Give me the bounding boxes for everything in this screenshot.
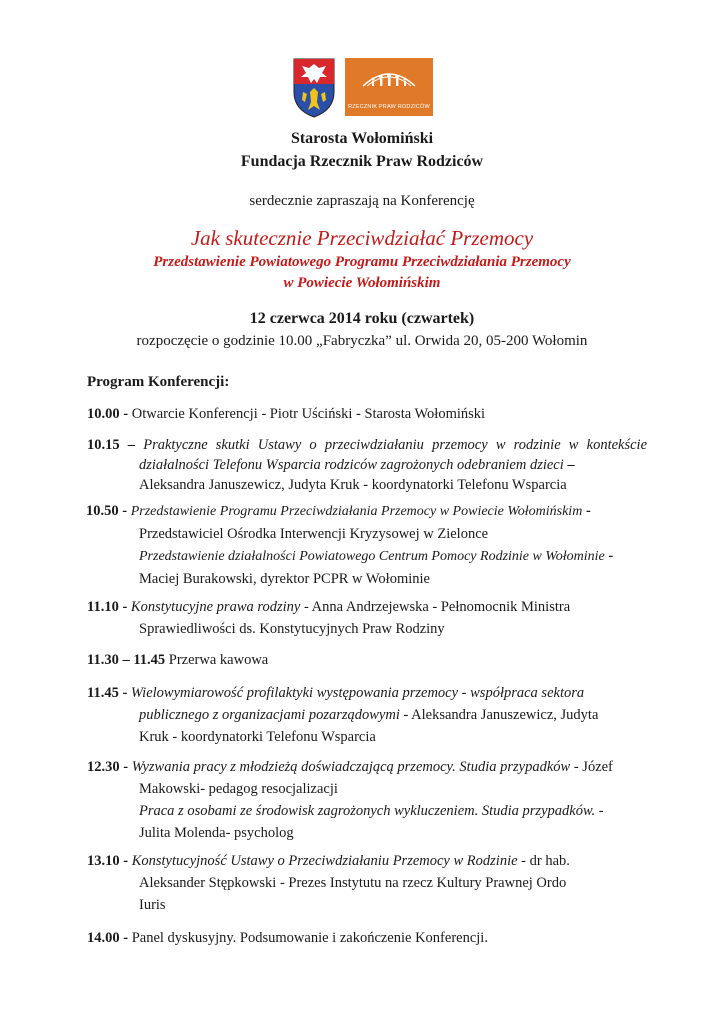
item-time: 10.00 - bbox=[87, 406, 129, 422]
conference-venue: rozpoczęcie o godzinie 10.00 „Fabryczka” ul. Orwida 20, 05-200 Wołomin bbox=[136, 333, 588, 349]
item-dash: – bbox=[567, 457, 575, 473]
item-speaker: Iuris bbox=[139, 897, 166, 913]
item-speaker: Maciej Burakowski, dyrektor PCPR w Wołominie bbox=[139, 571, 430, 587]
program-item: 13.10 - Konstytucyjność Ustawy o Przeciwdziałaniu Przemocy w Rodzinie - dr hab. Aleksander Stępkowski - Prezes Instytutu na rzecz Kultury Prawnej Ordo Iuris bbox=[87, 850, 647, 916]
program-item: 11.10 - Konstytucyjne prawa rodziny - Anna Andrzejewska - Pełnomocnik Ministra Sprawiedliwości ds. Konstytucyjnych Praw Rodziny bbox=[87, 596, 647, 640]
item-time: 12.30 - bbox=[87, 759, 129, 775]
item-speaker: Anna Andrzejewska - Pełnomocnik Ministra bbox=[311, 599, 571, 615]
item-text: Otwarcie Konferencji - Piotr Uściński - Starosta Wołomiński bbox=[131, 406, 486, 422]
program-item bbox=[87, 928, 647, 949]
invitation-line: serdecznie zapraszają na Konferencję bbox=[249, 193, 475, 209]
item-speaker: Julita Molenda- psycholog bbox=[139, 825, 294, 841]
item-topic: Wyzwania pracy z młodzieżą doświadczającą przemocy. Studia przypadków bbox=[131, 759, 571, 775]
item-time: 11.10 - bbox=[87, 599, 128, 615]
program-heading: Program Konferencji: bbox=[87, 374, 230, 390]
program-item: 12.30 - Wyzwania pracy z młodzieżą doświadczającą przemocy. Studia przypadków - Józef Makowski- pedagog resocjalizacji Praca z osobami ze środowisk zagrożonych wykluczeniem. Studia przypadków. - Julita Molenda- psycholog bbox=[87, 756, 647, 844]
item-time: 10.50 - bbox=[86, 503, 128, 519]
program-item: 11.45 - Wielowymiarowość profilaktyki występowania przemocy - współpraca sektora publicznego z organizacjami pozarządowymi - Aleksandra Januszewicz, Judyta Kruk - koordynatorki Telefonu Wsparcia bbox=[87, 682, 647, 748]
item-time: 11.30 – 11.45 bbox=[87, 652, 166, 668]
item-topic: Konstytucyjne prawa rodziny bbox=[130, 599, 301, 615]
program-item bbox=[87, 404, 647, 425]
program-item bbox=[87, 650, 647, 671]
coat-of-arms-icon bbox=[293, 58, 335, 118]
item-time: 13.10 - bbox=[87, 853, 129, 869]
conference-subtitle-2: w Powiecie Wołomińskim bbox=[283, 275, 441, 291]
conference-title: Jak skutecznie Przeciwdziałać Przemocy bbox=[190, 226, 534, 250]
item-speaker: Sprawiedliwości ds. Konstytucyjnych Praw Rodziny bbox=[139, 621, 445, 637]
item-speaker: Przedstawiciel Ośrodka Interwencji Kryzysowej w Zielonce bbox=[139, 526, 489, 542]
item-text: Panel dyskusyjny. Podsumowanie i zakończenie Konferencji. bbox=[131, 930, 488, 946]
header-logos bbox=[293, 58, 433, 118]
item-topic: Przedstawienie działalności Powiatowego Centrum Pomocy Rodzinie w Wołominie bbox=[139, 549, 605, 564]
organizer-starosta: Starosta Wołomiński bbox=[290, 130, 434, 147]
rainbow-icon bbox=[359, 64, 419, 92]
item-time: 11.45 - bbox=[87, 685, 128, 701]
item-topic: Konstytucyjność Ustawy o Przeciwdziałaniu Przemocy w Rodzinie bbox=[131, 853, 518, 869]
item-topic: Wielowymiarowość profilaktyki występowania przemocy - współpraca sektora bbox=[130, 685, 585, 701]
item-speaker: Aleksandra Januszewicz, Judyta Kruk - koordynatorki Telefonu Wsparcia bbox=[139, 477, 567, 493]
conference-subtitle-1: Przedstawienie Powiatowego Programu Przeciwdziałania Przemocy bbox=[153, 254, 571, 270]
program-item: 10.50 - Przedstawienie Programu Przeciwdziałania Przemocy w Powiecie Wołomińskim - Przedstawiciel Ośrodka Interwencji Kryzysowej w Zielonce Przedstawienie działalności Powiatowego Centrum Pomocy Rodzinie w Wołominie - Maciej Burakowski, dyrektor PCPR w Wołominie bbox=[87, 500, 647, 590]
program-item bbox=[87, 435, 647, 495]
item-topic: Praca z osobami ze środowisk zagrożonych wykluczeniem. Studia przypadków. bbox=[139, 803, 596, 819]
foundation-logo bbox=[345, 58, 433, 116]
conference-date: 12 czerwca 2014 roku (czwartek) bbox=[249, 310, 475, 327]
organizer-foundation: Fundacja Rzecznik Praw Rodziców bbox=[240, 153, 484, 170]
item-speaker: Aleksandra Januszewicz, Judyta bbox=[411, 707, 599, 723]
item-speaker: dr hab. bbox=[529, 853, 570, 869]
foundation-logo-text: RZECZNIK PRAW RODZICÓW bbox=[348, 104, 430, 110]
item-topic: Przedstawienie Programu Przeciwdziałania Przemocy w Powiecie Wołomińskim bbox=[130, 504, 583, 519]
item-speaker: Józef bbox=[582, 759, 613, 775]
item-text: Przerwa kawowa bbox=[168, 652, 269, 668]
item-topic: Praktyczne skutki Ustawy o przeciwdziałaniu przemocy w rodzinie w kontekście działalności Telefonu Wsparcia rodziców zagrożonych odebraniem dzieci bbox=[139, 437, 648, 473]
item-speaker: Aleksander Stępkowski - Prezes Instytutu na rzecz Kultury Prawnej Ordo bbox=[139, 875, 567, 891]
item-topic: publicznego z organizacjami pozarządowymi bbox=[139, 707, 400, 723]
item-time: 10.15 – bbox=[87, 437, 136, 453]
item-speaker: Makowski- pedagog resocjalizacji bbox=[139, 781, 338, 797]
item-time: 14.00 - bbox=[87, 930, 129, 946]
item-speaker: Kruk - koordynatorki Telefonu Wsparcia bbox=[139, 729, 376, 745]
